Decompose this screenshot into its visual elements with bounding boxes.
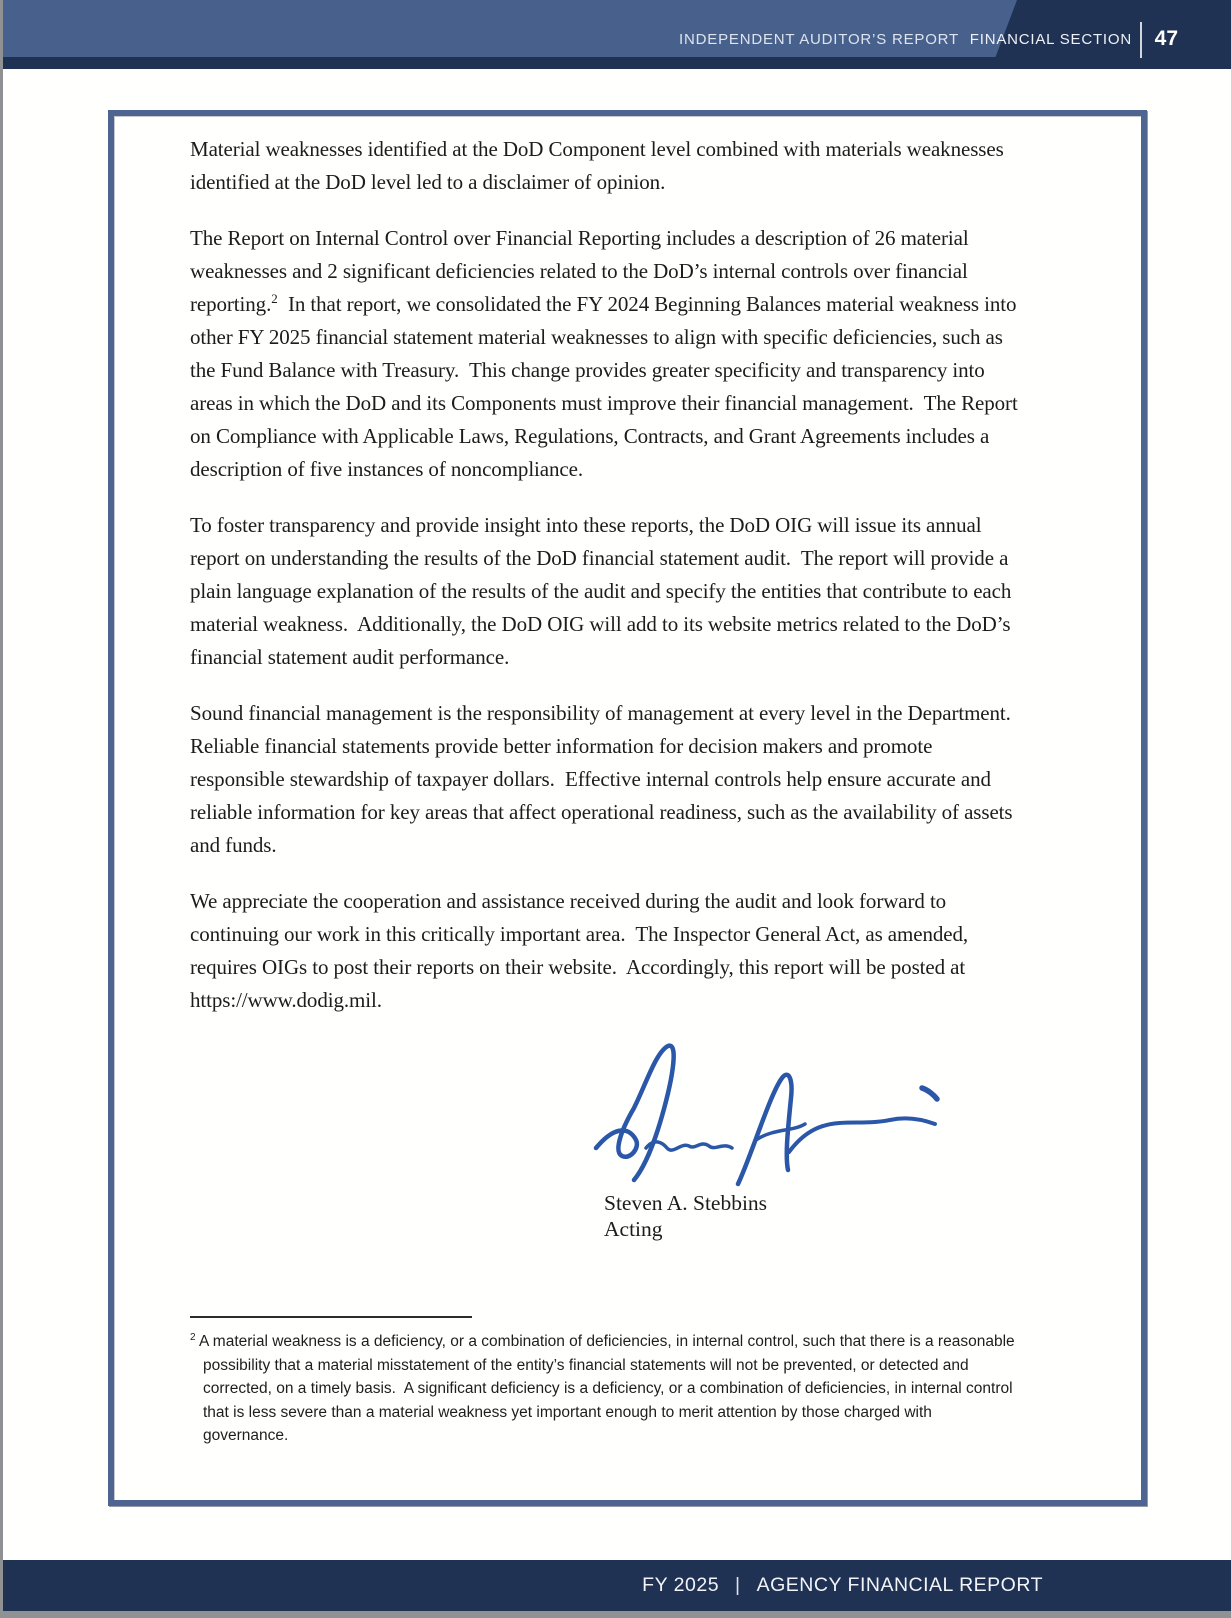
header-divider-line xyxy=(1140,22,1142,58)
page-header xyxy=(0,0,1231,69)
paragraph-2-text: The Report on Internal Control over Financial Reporting includes a description of 26 material weaknesses and 2 significant deficiencies related to the DoD’s internal controls over financial reporting. xyxy=(190,226,974,316)
letter-frame xyxy=(108,110,1147,1506)
footnote-rule xyxy=(190,1316,472,1318)
bottom-edge-strip xyxy=(0,1611,1231,1618)
paragraph-2 xyxy=(190,222,1026,486)
footnote xyxy=(190,1330,1019,1448)
signature-image xyxy=(590,1040,950,1190)
footer-report-label: AGENCY FINANCIAL REPORT xyxy=(756,1574,1043,1596)
left-edge-strip xyxy=(0,0,3,1618)
paragraph-5: We appreciate the cooperation and assistance received during the audit and look forward to continuing our work in this critically important area. The Inspector General Act, as amended, requires OIGs to post their reports on their website. Accordingly, this report will be posted at https://www.dodig.mil. xyxy=(190,889,974,1012)
footer-fy-label: FY 2025 xyxy=(642,1574,720,1596)
footnote-reference: 2 xyxy=(271,291,278,306)
paragraph-3: To foster transparency and provide insight into these reports, the DoD OIG will issue its annual report on understanding the results of the DoD financial statement audit. The report will provide a plain language explanation of the results of the audit and specify the entities that contribute to each material weakness. Additionally, the DoD OIG will add to its website metrics related to the DoD’s financial statement audit performance. xyxy=(190,513,1017,669)
footnote-text: A material weakness is a deficiency, or a combination of deficiencies, in internal control, such that there is a reasonable possibility that a material misstatement of the entity’s financial statements will not be prevented, or detected and corrected, on a timely basis. A significant deficiency is a deficiency, or a combination of deficiencies, in internal control that is less severe than a material weakness yet important enough to merit attention by those charged with governance. xyxy=(195,1333,1019,1444)
paragraph-2-continued: In that report, we consolidated the FY 2024 Beginning Balances material weakness into other FY 2025 financial statement material weaknesses to align with specific deficiencies, such as the Fund Balance with Treasury. This change provides greater specificity and transparency into areas in which the DoD and its Components must improve their financial management. The Report on Compliance with Applicable Laws, Regulations, Contracts, and Grant Agreements includes a description of five instances of noncompliance. xyxy=(190,292,1023,481)
letter-content xyxy=(114,116,1086,1448)
signatory-title: Acting xyxy=(604,1217,663,1241)
page-number: 47 xyxy=(1154,27,1178,50)
signature-block xyxy=(590,1040,1026,1242)
footer-separator: | xyxy=(735,1574,741,1596)
header-section-label: FINANCIAL SECTION xyxy=(969,31,1132,48)
page-footer xyxy=(0,1560,1231,1611)
paragraph-4: Sound financial management is the responsibility of management at every level in the Department. Reliable financial statements provide better information for decision makers and promote responsible stewardship of taxpayer dollars. Effective internal controls help ensure accurate and reliable information for key areas that affect operational readiness, such as the availability of assets and funds. xyxy=(190,701,1022,857)
signatory-name: Steven A. Stebbins xyxy=(604,1191,768,1215)
paragraph-1: Material weaknesses identified at the DoD Component level combined with materials weaknesses identified at the DoD level led to a disclaimer of opinion. xyxy=(190,137,1009,194)
footnote-marker: 2 xyxy=(190,1331,196,1343)
header-report-title: INDEPENDENT AUDITOR’S REPORT xyxy=(679,31,959,48)
